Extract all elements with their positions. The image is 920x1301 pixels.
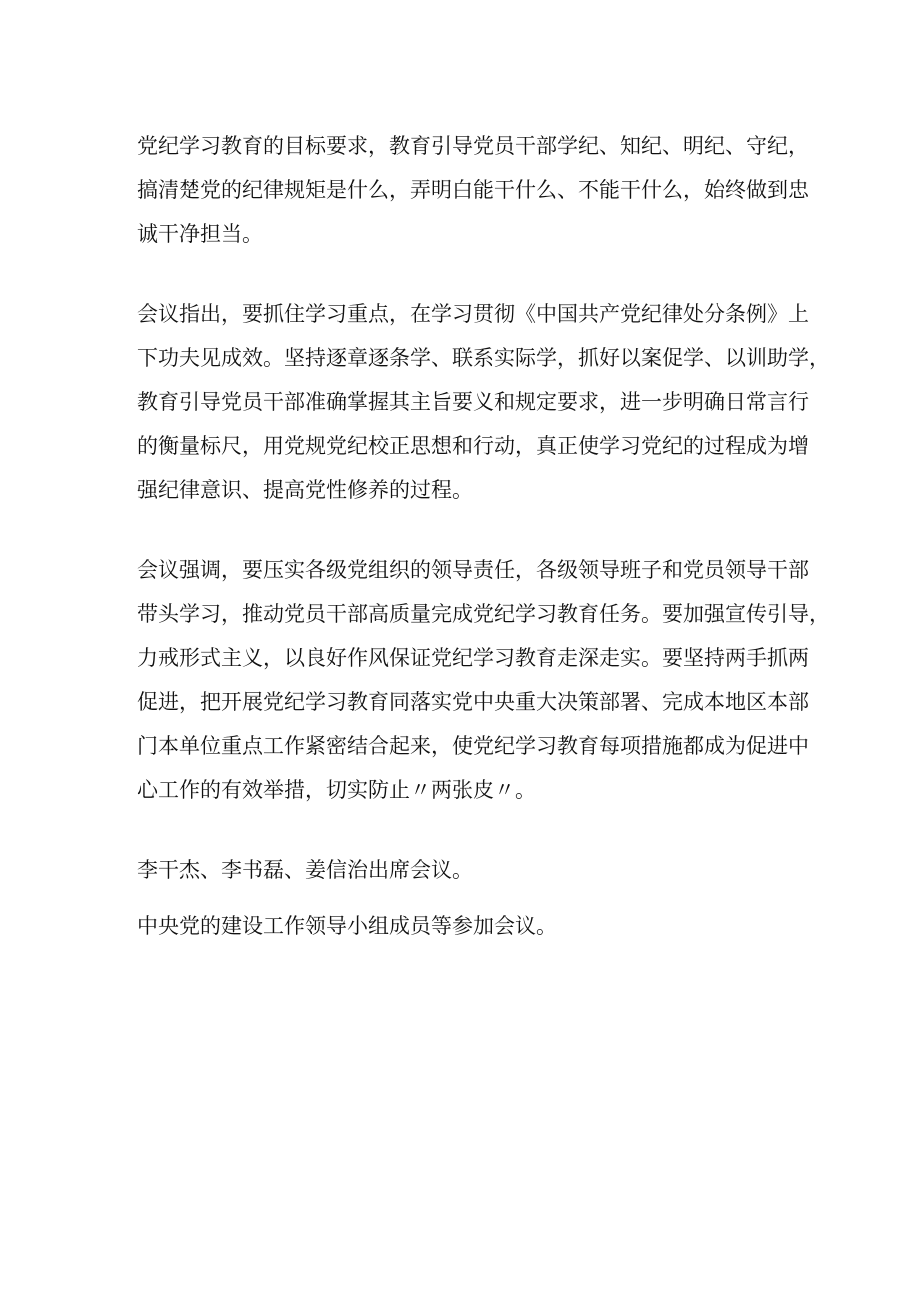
text-line: 带头学习，推动党员干部高质量完成党纪学习教育任务。要加强宣传引导， [137,602,830,626]
text-line: 促进，把开展党纪学习教育同落实党中央重大决策部署、完成本地区本部 [137,690,809,714]
document-body [137,124,830,984]
text-line: 门本单位重点工作紧密结合起来，使党纪学习教育每项措施都成为促进中 [137,734,809,758]
text-line: 的衡量标尺，用党规党纪校正思想和行动，真正使学习党纪的过程成为增 [137,434,809,458]
text-line: 力戒形式主义，以良好作风保证党纪学习教育走深走实。要坚持两手抓两 [137,646,809,670]
text-line: 搞清楚党的纪律规矩是什么，弄明白能干什么、不能干什么，始终做到忠 [137,178,809,202]
text-line: 诚干净担当。 [137,222,263,246]
text-line: 会议指出，要抓住学习重点，在学习贯彻《中国共产党纪律处分条例》上 [137,302,809,326]
paragraph-meeting-pointed-out [137,292,830,512]
paragraph-attendees [137,848,797,892]
paragraph-meeting-emphasized [137,548,830,812]
text-line: 心工作的有效举措，切实防止〃两张皮〃。 [137,778,536,802]
text-line: 教育引导党员干部准确掌握其主旨要义和规定要求，进一步明确日常言行 [137,390,809,414]
paragraph-learning-goals [137,124,809,256]
text-line: 强纪律意识、提高党性修养的过程。 [137,478,473,502]
text-line: 中央党的建设工作领导小组成员等参加会议。 [137,914,557,938]
text-line: 下功夫见成效。坚持逐章逐条学、联系实际学，抓好以案促学、以训助学， [137,346,830,370]
text-line: 会议强调，要压实各级党组织的领导责任，各级领导班子和党员领导干部 [137,558,809,582]
text-line: 李干杰、李书磊、姜信治出席会议。 [137,858,473,882]
text-line: 党纪学习教育的目标要求，教育引导党员干部学纪、知纪、明纪、守纪， [137,134,809,158]
paragraph-participants [137,904,797,948]
